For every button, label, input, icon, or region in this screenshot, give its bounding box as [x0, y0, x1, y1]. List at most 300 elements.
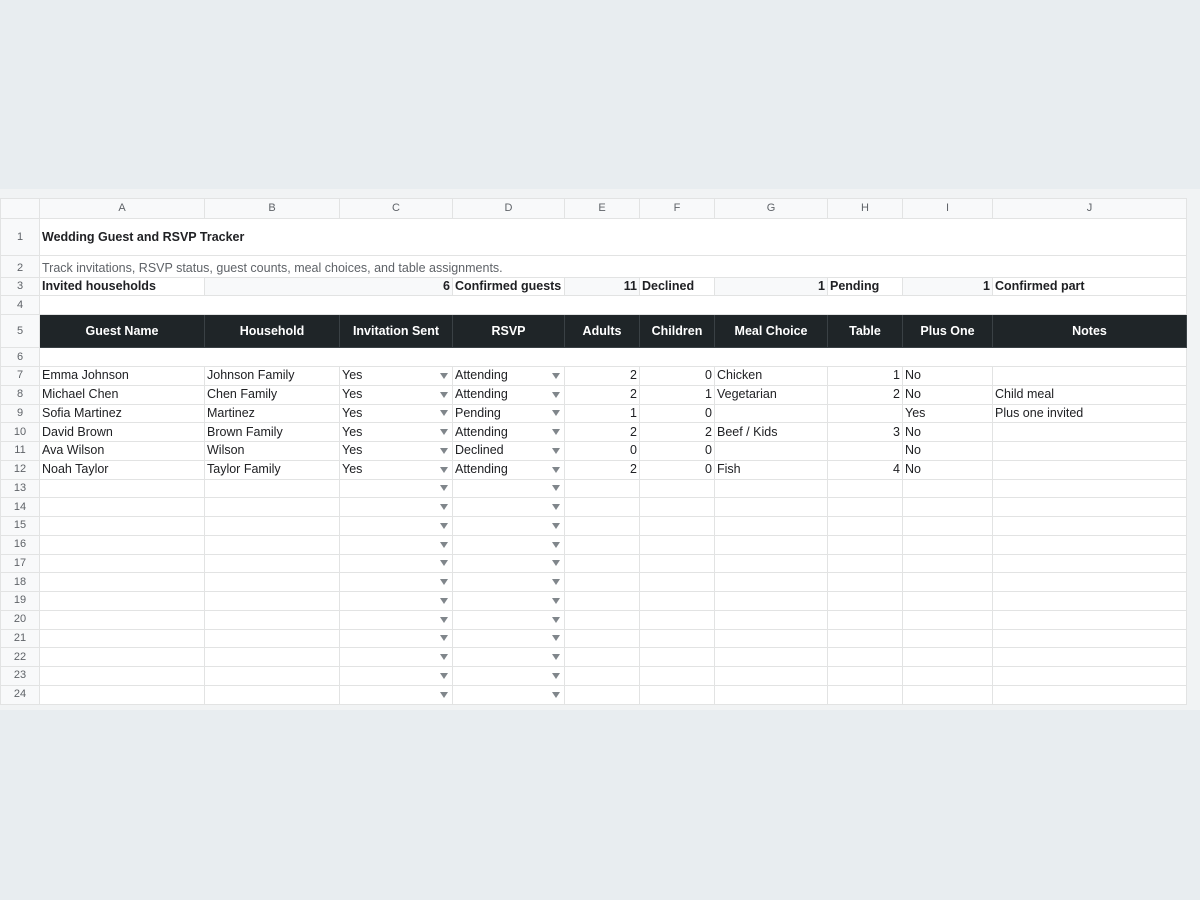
dropdown-arrow-icon[interactable] — [440, 448, 448, 454]
empty-cell[interactable] — [565, 535, 640, 554]
empty-cell[interactable] — [205, 554, 340, 573]
empty-cell[interactable] — [40, 296, 1187, 315]
dropdown-arrow-icon[interactable] — [440, 635, 448, 641]
row-number[interactable]: 5 — [1, 315, 40, 348]
table-row — [1, 479, 1187, 498]
cell-meal-choice[interactable]: Vegetarian — [715, 385, 828, 404]
cell-plus-one[interactable]: No — [903, 423, 993, 442]
dropdown-arrow-icon[interactable] — [552, 410, 560, 416]
table-row — [1, 460, 1187, 479]
table-row — [1, 385, 1187, 404]
dropdown-arrow-icon[interactable] — [552, 542, 560, 548]
dropdown-arrow-icon[interactable] — [440, 692, 448, 698]
empty-cell[interactable] — [715, 479, 828, 498]
dropdown-arrow-icon[interactable] — [552, 635, 560, 641]
cell-notes[interactable]: Plus one invited — [993, 404, 1187, 423]
invitation-sent-value: Yes — [342, 443, 363, 458]
dropdown-arrow-icon[interactable] — [440, 410, 448, 416]
cell-guest-name[interactable]: Sofia Martinez — [40, 404, 205, 423]
declined-value[interactable]: 1 — [715, 278, 828, 296]
table-row — [1, 404, 1187, 423]
cell-meal-choice[interactable] — [715, 404, 828, 423]
row-number[interactable]: 9 — [1, 404, 40, 423]
empty-cell[interactable] — [993, 610, 1187, 629]
row-number[interactable]: 2 — [1, 256, 40, 278]
column-header-g[interactable]: G — [715, 199, 828, 219]
header-plus-one[interactable]: Plus One — [903, 315, 993, 348]
cell-invitation-sent[interactable] — [340, 460, 453, 479]
empty-cell[interactable] — [40, 610, 205, 629]
empty-cell[interactable] — [640, 498, 715, 517]
select-all-corner[interactable] — [1, 199, 40, 219]
cell-meal-choice[interactable]: Fish — [715, 460, 828, 479]
empty-cell[interactable] — [40, 667, 205, 686]
cell-household[interactable]: Chen Family — [205, 385, 340, 404]
cell-table[interactable]: 3 — [828, 423, 903, 442]
empty-cell[interactable] — [340, 479, 453, 498]
empty-cell[interactable] — [565, 629, 640, 648]
empty-cell[interactable] — [993, 573, 1187, 592]
sheet-subtitle[interactable]: Track invitations, RSVP status, guest counts, meal choices, and table assignments. — [40, 256, 1187, 278]
empty-cell[interactable] — [340, 592, 453, 611]
rsvp-value: Attending — [455, 462, 508, 477]
empty-cell[interactable] — [715, 610, 828, 629]
confirmed-guests-value[interactable]: 11 — [565, 278, 640, 296]
empty-cell[interactable] — [40, 535, 205, 554]
column-header-d[interactable]: D — [453, 199, 565, 219]
table-row — [1, 442, 1187, 461]
row-number[interactable]: 24 — [1, 685, 40, 704]
empty-cell[interactable] — [565, 479, 640, 498]
header-meal-choice[interactable]: Meal Choice — [715, 315, 828, 348]
cell-household[interactable]: Brown Family — [205, 423, 340, 442]
cell-guest-name[interactable]: David Brown — [40, 423, 205, 442]
cell-table[interactable]: 1 — [828, 367, 903, 386]
column-header-h[interactable]: H — [828, 199, 903, 219]
empty-cell[interactable] — [640, 535, 715, 554]
cell-adults[interactable]: 2 — [565, 423, 640, 442]
invitation-sent-value: Yes — [342, 387, 363, 402]
row-number[interactable]: 18 — [1, 573, 40, 592]
empty-cell[interactable] — [453, 535, 565, 554]
row-number[interactable]: 4 — [1, 296, 40, 315]
empty-cell[interactable] — [993, 479, 1187, 498]
cell-rsvp[interactable] — [453, 442, 565, 461]
cell-meal-choice[interactable]: Beef / Kids — [715, 423, 828, 442]
empty-cell[interactable] — [205, 535, 340, 554]
empty-cell[interactable] — [340, 667, 453, 686]
empty-cell[interactable] — [453, 573, 565, 592]
table-row — [1, 667, 1187, 686]
dropdown-arrow-icon[interactable] — [440, 429, 448, 435]
dropdown-arrow-icon[interactable] — [552, 692, 560, 698]
column-header-b[interactable]: B — [205, 199, 340, 219]
dropdown-arrow-icon[interactable] — [552, 373, 560, 379]
cell-table[interactable]: 4 — [828, 460, 903, 479]
dropdown-arrow-icon[interactable] — [440, 392, 448, 398]
empty-cell[interactable] — [40, 685, 205, 704]
cell-plus-one[interactable]: No — [903, 385, 993, 404]
cell-rsvp[interactable] — [453, 404, 565, 423]
row-number[interactable]: 8 — [1, 385, 40, 404]
dropdown-arrow-icon[interactable] — [440, 654, 448, 660]
cell-children[interactable]: 0 — [640, 460, 715, 479]
empty-cell[interactable] — [903, 667, 993, 686]
empty-cell[interactable] — [640, 667, 715, 686]
row-number[interactable]: 23 — [1, 667, 40, 686]
empty-cell[interactable] — [903, 479, 993, 498]
dropdown-arrow-icon[interactable] — [552, 617, 560, 623]
empty-cell[interactable] — [993, 667, 1187, 686]
empty-cell[interactable] — [340, 648, 453, 667]
row-number[interactable]: 13 — [1, 479, 40, 498]
row-number[interactable]: 17 — [1, 554, 40, 573]
invited-households-value[interactable]: 6 — [205, 278, 453, 296]
cell-notes[interactable] — [993, 460, 1187, 479]
empty-cell[interactable] — [565, 648, 640, 667]
header-invitation-sent[interactable]: Invitation Sent — [340, 315, 453, 348]
table-row — [1, 517, 1187, 536]
table-row — [1, 629, 1187, 648]
dropdown-arrow-icon[interactable] — [552, 523, 560, 529]
empty-cell[interactable] — [828, 498, 903, 517]
empty-cell[interactable] — [903, 535, 993, 554]
cell-adults[interactable]: 1 — [565, 404, 640, 423]
column-header-a[interactable]: A — [40, 199, 205, 219]
dropdown-arrow-icon[interactable] — [440, 617, 448, 623]
invited-households-label[interactable]: Invited households — [40, 278, 205, 296]
cell-plus-one[interactable]: No — [903, 367, 993, 386]
empty-cell[interactable] — [340, 573, 453, 592]
dropdown-arrow-icon[interactable] — [552, 504, 560, 510]
cell-plus-one[interactable]: No — [903, 442, 993, 461]
empty-cell[interactable] — [715, 554, 828, 573]
empty-cell[interactable] — [993, 685, 1187, 704]
empty-cell[interactable] — [993, 517, 1187, 536]
empty-cell[interactable] — [565, 498, 640, 517]
cell-children[interactable]: 0 — [640, 367, 715, 386]
header-adults[interactable]: Adults — [565, 315, 640, 348]
empty-cell[interactable] — [205, 667, 340, 686]
row-number[interactable]: 3 — [1, 278, 40, 296]
cell-household[interactable]: Johnson Family — [205, 367, 340, 386]
empty-cell[interactable] — [715, 667, 828, 686]
cell-household[interactable]: Wilson — [205, 442, 340, 461]
empty-cell[interactable] — [40, 573, 205, 592]
empty-cell[interactable] — [340, 685, 453, 704]
empty-cell[interactable] — [828, 479, 903, 498]
empty-cell[interactable] — [205, 573, 340, 592]
row-number[interactable]: 6 — [1, 348, 40, 367]
empty-cell[interactable] — [565, 610, 640, 629]
column-header-i[interactable]: I — [903, 199, 993, 219]
cell-plus-one[interactable]: No — [903, 460, 993, 479]
cell-invitation-sent[interactable] — [340, 367, 453, 386]
empty-cell[interactable] — [828, 685, 903, 704]
sheet-row — [1, 256, 1187, 278]
cell-guest-name[interactable]: Emma Johnson — [40, 367, 205, 386]
cell-rsvp[interactable] — [453, 385, 565, 404]
empty-cell[interactable] — [453, 479, 565, 498]
empty-cell[interactable] — [715, 648, 828, 667]
empty-cell[interactable] — [565, 667, 640, 686]
empty-cell[interactable] — [40, 479, 205, 498]
row-number[interactable]: 22 — [1, 648, 40, 667]
empty-cell[interactable] — [828, 610, 903, 629]
dropdown-arrow-icon[interactable] — [552, 429, 560, 435]
row-number[interactable]: 20 — [1, 610, 40, 629]
empty-cell[interactable] — [903, 592, 993, 611]
invitation-sent-value: Yes — [342, 462, 363, 477]
pending-label[interactable]: Pending — [828, 278, 903, 296]
empty-cell[interactable] — [715, 573, 828, 592]
header-children[interactable]: Children — [640, 315, 715, 348]
dropdown-arrow-icon[interactable] — [440, 560, 448, 566]
cell-meal-choice[interactable]: Chicken — [715, 367, 828, 386]
dropdown-arrow-icon[interactable] — [440, 598, 448, 604]
rsvp-value: Attending — [455, 424, 508, 439]
table-header-row — [1, 315, 1187, 348]
cell-table[interactable]: 2 — [828, 385, 903, 404]
dropdown-arrow-icon[interactable] — [552, 485, 560, 491]
table-row — [1, 535, 1187, 554]
dropdown-arrow-icon[interactable] — [552, 560, 560, 566]
empty-cell[interactable] — [40, 498, 205, 517]
invitation-sent-value: Yes — [342, 405, 363, 420]
dropdown-arrow-icon[interactable] — [552, 579, 560, 585]
header-notes[interactable]: Notes — [993, 315, 1187, 348]
empty-cell[interactable] — [453, 517, 565, 536]
column-header-j[interactable]: J — [993, 199, 1187, 219]
dropdown-arrow-icon[interactable] — [440, 579, 448, 585]
empty-cell[interactable] — [715, 535, 828, 554]
empty-cell[interactable] — [903, 629, 993, 648]
cell-invitation-sent[interactable] — [340, 385, 453, 404]
cell-notes[interactable] — [993, 367, 1187, 386]
empty-cell[interactable] — [715, 592, 828, 611]
empty-cell[interactable] — [340, 535, 453, 554]
empty-cell[interactable] — [205, 685, 340, 704]
cell-invitation-sent[interactable] — [340, 404, 453, 423]
empty-cell[interactable] — [715, 629, 828, 648]
empty-cell[interactable] — [993, 592, 1187, 611]
row-number[interactable]: 21 — [1, 629, 40, 648]
empty-cell[interactable] — [828, 629, 903, 648]
empty-cell[interactable] — [340, 554, 453, 573]
row-number[interactable]: 11 — [1, 442, 40, 461]
dropdown-arrow-icon[interactable] — [552, 467, 560, 473]
empty-cell[interactable] — [640, 479, 715, 498]
dropdown-arrow-icon[interactable] — [440, 523, 448, 529]
empty-cell[interactable] — [715, 498, 828, 517]
empty-cell[interactable] — [903, 517, 993, 536]
row-number[interactable]: 19 — [1, 592, 40, 611]
pending-value[interactable]: 1 — [903, 278, 993, 296]
column-header-c[interactable]: C — [340, 199, 453, 219]
empty-cell[interactable] — [828, 592, 903, 611]
dropdown-arrow-icon[interactable] — [552, 673, 560, 679]
empty-cell[interactable] — [340, 610, 453, 629]
cell-children[interactable]: 2 — [640, 423, 715, 442]
rsvp-value: Declined — [455, 443, 504, 458]
header-rsvp[interactable]: RSVP — [453, 315, 565, 348]
empty-cell[interactable] — [40, 348, 1187, 367]
empty-cell[interactable] — [993, 648, 1187, 667]
empty-cell[interactable] — [453, 592, 565, 611]
empty-cell[interactable] — [640, 573, 715, 592]
sheet-row — [1, 219, 1187, 256]
empty-cell[interactable] — [453, 610, 565, 629]
empty-cell[interactable] — [205, 498, 340, 517]
cell-rsvp[interactable] — [453, 423, 565, 442]
column-header-e[interactable]: E — [565, 199, 640, 219]
empty-cell[interactable] — [640, 685, 715, 704]
cell-rsvp[interactable] — [453, 460, 565, 479]
declined-label[interactable]: Declined — [640, 278, 715, 296]
empty-cell[interactable] — [453, 629, 565, 648]
table-row — [1, 573, 1187, 592]
cell-plus-one[interactable]: Yes — [903, 404, 993, 423]
cell-table[interactable] — [828, 442, 903, 461]
empty-cell[interactable] — [205, 629, 340, 648]
cell-notes[interactable] — [993, 423, 1187, 442]
empty-cell[interactable] — [903, 685, 993, 704]
empty-cell[interactable] — [715, 685, 828, 704]
empty-cell[interactable] — [340, 629, 453, 648]
spreadsheet — [0, 189, 1200, 710]
empty-cell[interactable] — [453, 685, 565, 704]
row-number[interactable]: 14 — [1, 498, 40, 517]
empty-cell[interactable] — [340, 517, 453, 536]
rsvp-value: Pending — [455, 405, 501, 420]
empty-cell[interactable] — [40, 648, 205, 667]
row-number[interactable]: 16 — [1, 535, 40, 554]
cell-children[interactable]: 1 — [640, 385, 715, 404]
empty-cell[interactable] — [40, 592, 205, 611]
empty-cell[interactable] — [565, 573, 640, 592]
table-row — [1, 367, 1187, 386]
cell-table[interactable] — [828, 404, 903, 423]
cell-adults[interactable]: 2 — [565, 367, 640, 386]
cell-guest-name[interactable]: Ava Wilson — [40, 442, 205, 461]
confirmed-guests-label[interactable]: Confirmed guests — [453, 278, 565, 296]
empty-cell[interactable] — [993, 554, 1187, 573]
header-guest-name[interactable]: Guest Name — [40, 315, 205, 348]
cell-notes[interactable]: Child meal — [993, 385, 1187, 404]
empty-cell[interactable] — [453, 648, 565, 667]
dropdown-arrow-icon[interactable] — [552, 598, 560, 604]
confirmed-parties-label[interactable]: Confirmed part — [993, 278, 1187, 296]
dropdown-arrow-icon[interactable] — [440, 373, 448, 379]
empty-cell[interactable] — [993, 629, 1187, 648]
empty-cell[interactable] — [828, 573, 903, 592]
empty-cell[interactable] — [565, 685, 640, 704]
empty-cell[interactable] — [205, 479, 340, 498]
empty-cell[interactable] — [993, 498, 1187, 517]
header-household[interactable]: Household — [205, 315, 340, 348]
row-number[interactable]: 1 — [1, 219, 40, 256]
empty-cell[interactable] — [903, 648, 993, 667]
column-header-f[interactable]: F — [640, 199, 715, 219]
empty-cell[interactable] — [453, 554, 565, 573]
cell-meal-choice[interactable] — [715, 442, 828, 461]
empty-cell[interactable] — [903, 498, 993, 517]
empty-cell[interactable] — [903, 554, 993, 573]
dropdown-arrow-icon[interactable] — [440, 673, 448, 679]
dropdown-arrow-icon[interactable] — [552, 392, 560, 398]
cell-guest-name[interactable]: Michael Chen — [40, 385, 205, 404]
row-number[interactable]: 15 — [1, 517, 40, 536]
sheet-title[interactable]: Wedding Guest and RSVP Tracker — [40, 219, 1187, 256]
cell-adults[interactable]: 2 — [565, 385, 640, 404]
dropdown-arrow-icon[interactable] — [440, 542, 448, 548]
empty-cell[interactable] — [828, 535, 903, 554]
empty-cell[interactable] — [565, 592, 640, 611]
cell-children[interactable]: 0 — [640, 404, 715, 423]
empty-cell[interactable] — [640, 554, 715, 573]
empty-cell[interactable] — [715, 517, 828, 536]
empty-cell[interactable] — [340, 498, 453, 517]
rsvp-value: Attending — [455, 368, 508, 383]
empty-cell[interactable] — [453, 667, 565, 686]
cell-household[interactable]: Martinez — [205, 404, 340, 423]
dropdown-arrow-icon[interactable] — [440, 485, 448, 491]
empty-cell[interactable] — [205, 592, 340, 611]
empty-cell[interactable] — [40, 554, 205, 573]
dropdown-arrow-icon[interactable] — [440, 504, 448, 510]
cell-adults[interactable]: 0 — [565, 442, 640, 461]
row-number[interactable]: 12 — [1, 460, 40, 479]
empty-cell[interactable] — [40, 517, 205, 536]
empty-cell[interactable] — [640, 592, 715, 611]
dropdown-arrow-icon[interactable] — [552, 654, 560, 660]
empty-cell[interactable] — [205, 648, 340, 667]
empty-cell[interactable] — [903, 573, 993, 592]
cell-household[interactable]: Taylor Family — [205, 460, 340, 479]
cell-guest-name[interactable]: Noah Taylor — [40, 460, 205, 479]
table-row — [1, 610, 1187, 629]
empty-cell[interactable] — [640, 517, 715, 536]
empty-cell[interactable] — [640, 629, 715, 648]
empty-cell[interactable] — [640, 610, 715, 629]
row-number[interactable]: 10 — [1, 423, 40, 442]
cell-children[interactable]: 0 — [640, 442, 715, 461]
cell-invitation-sent[interactable] — [340, 423, 453, 442]
cell-rsvp[interactable] — [453, 367, 565, 386]
empty-cell[interactable] — [993, 535, 1187, 554]
empty-cell[interactable] — [828, 648, 903, 667]
empty-cell[interactable] — [565, 517, 640, 536]
empty-cell[interactable] — [828, 554, 903, 573]
header-table[interactable]: Table — [828, 315, 903, 348]
dropdown-arrow-icon[interactable] — [552, 448, 560, 454]
empty-cell[interactable] — [453, 498, 565, 517]
dropdown-arrow-icon[interactable] — [440, 467, 448, 473]
row-number[interactable]: 7 — [1, 367, 40, 386]
empty-cell[interactable] — [205, 610, 340, 629]
cell-adults[interactable]: 2 — [565, 460, 640, 479]
cell-invitation-sent[interactable] — [340, 442, 453, 461]
empty-cell[interactable] — [903, 610, 993, 629]
empty-cell[interactable] — [828, 517, 903, 536]
empty-cell[interactable] — [205, 517, 340, 536]
summary-row — [1, 278, 1187, 296]
cell-notes[interactable] — [993, 442, 1187, 461]
empty-cell[interactable] — [40, 629, 205, 648]
empty-cell[interactable] — [565, 554, 640, 573]
empty-cell[interactable] — [828, 667, 903, 686]
empty-cell[interactable] — [640, 648, 715, 667]
